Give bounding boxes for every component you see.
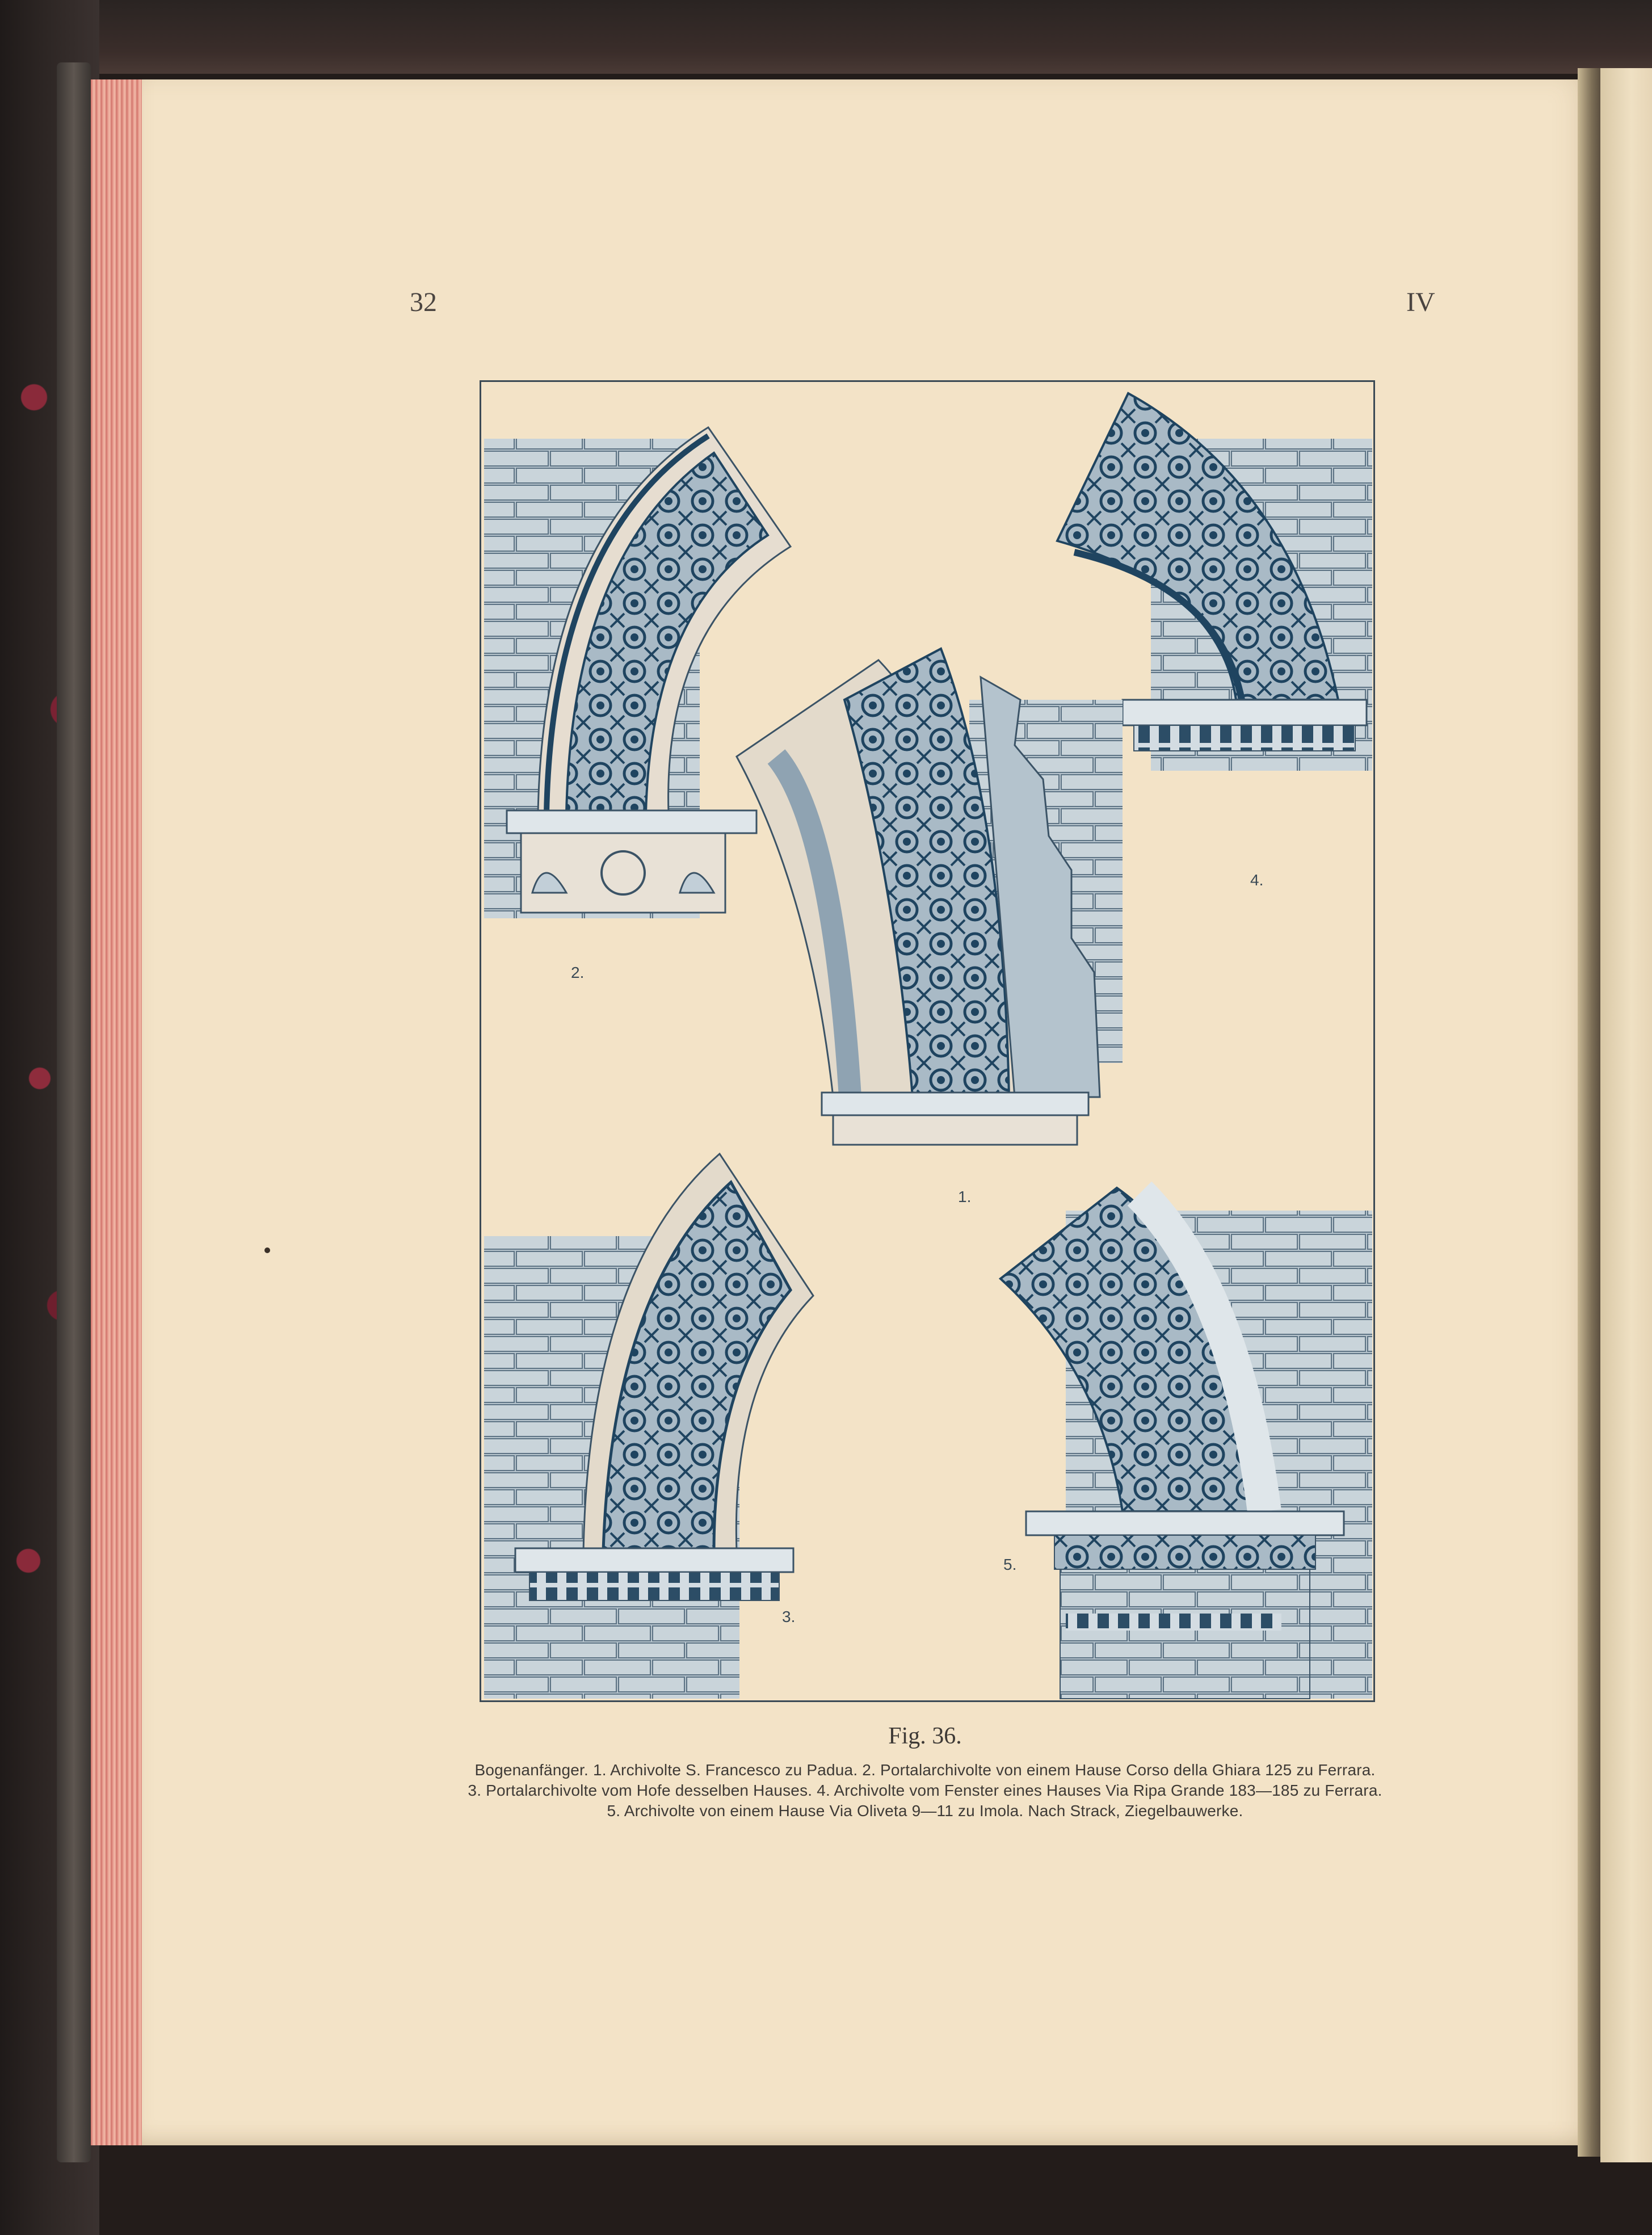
figure-label-4: 4. bbox=[1250, 871, 1264, 889]
page-number: 32 bbox=[410, 287, 437, 317]
figure-label-3: 3. bbox=[782, 1608, 796, 1625]
caption-line: 5. Archivolte von einem Hause Via Oliveta 9—11 zu Imola. Nach Strack, Ziegelbauwerke. bbox=[607, 1802, 1243, 1820]
book-cover-top bbox=[0, 0, 1652, 74]
facing-page-edge bbox=[1600, 68, 1652, 2162]
archivolt-1 bbox=[737, 649, 1123, 1145]
archivolt-2 bbox=[484, 427, 791, 918]
plate-number: IV bbox=[1406, 287, 1435, 317]
figure-caption bbox=[397, 1723, 1453, 1821]
figure-plate bbox=[480, 380, 1375, 1702]
archivolt-illustrations bbox=[481, 382, 1373, 1700]
figure-label-5: 5. bbox=[1003, 1556, 1017, 1573]
page-edges bbox=[91, 79, 145, 2145]
caption-line: 3. Portalarchivolte vom Hofe desselben Hauses. 4. Archivolte vom Fenster eines Hauses Via Ripa Grande 183—185 zu Ferrara. bbox=[468, 1782, 1382, 1799]
book-spine-edge bbox=[57, 62, 91, 2162]
archivolt-5 bbox=[1001, 1188, 1372, 1699]
figure-label-2: 2. bbox=[571, 964, 585, 981]
archivolt-3 bbox=[484, 1154, 813, 1699]
figure-title: Fig. 36. bbox=[888, 1723, 962, 1749]
caption-line: Bogenanfänger. 1. Archivolte S. Francesco zu Padua. 2. Portalarchivolte von einem Hause Corso della Ghiara 125 zu Ferrara. bbox=[474, 1761, 1376, 1779]
ink-speck bbox=[264, 1247, 270, 1253]
figure-label-1: 1. bbox=[958, 1188, 972, 1205]
